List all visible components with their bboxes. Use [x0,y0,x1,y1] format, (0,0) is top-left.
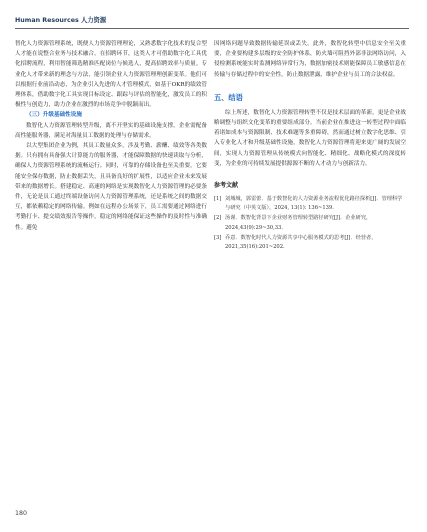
page-number: 180 [15,510,28,517]
right-column [214,39,406,253]
header-divider [15,28,409,29]
references-heading: 参考文献 [214,182,239,190]
reference-text: 乔意．数智化时代人力资源共享中心服务模式的思考[J]．经营者，2021,35(16):201~202. [225,234,377,251]
section-heading: 五、结语 [214,92,243,102]
reference-number: [3] [214,234,222,241]
reference-item [214,234,406,252]
body-paragraph: 以大型集团企业为例，其员工数量众多，涉及考勤、薪酬、绩效等各类数据。只有拥有具备强大计算能力的服务器，才能保障数据的快速读取与分析，确保人力资源管理系统的流畅运行。同时，可靠的存储设备也至关重要，它要能安全保存数据，防止数据丢失，且具备良好的扩展性，以适应企业未来发展带来的数据增长。搭建稳定、高速的网络是实现数智化人力资源管理的必要条件，无论是员工通过终端设备访问人力资源管理系统，还是系统之间的数据交互，都依赖稳定的网络传输。例如在远程办公场景下，员工需要通过网络进行考勤打卡、提交绩效报告等操作，稳定的网络能保证这些操作的及时性与准确性。避免 [15,143,207,231]
reference-text: 汤谨．数智化背景下企业财务管理转型路径研究[J]．企业研究，2024,43(9):29~30,33. [225,215,372,231]
body-paragraph: 数智化人力资源管理转型升级，离不开坚实的基础设施支撑，企业需配备高性能服务器，满足对海量员工数据的处理与存储需求。 [15,122,207,139]
reference-text: 刘城城，郭雷蕾．基于数智化的人力资源业务流程优化路径探析[J]．管理科学与研究（中英文版），2024, 13(1): 136~139. [225,196,403,212]
reference-item [214,195,406,213]
journal-header: Human Resources 人力资源 [15,17,107,24]
reference-item [214,214,406,232]
body-paragraph: 综上所述，数智化人力资源管理转型不仅是技术层面的革新，更是企业战略调整与组织文化变革的重要组成部分。当前企业在推进这一转型过程中面临着诸如成本与资源限制、技术难题等多重障碍，然而通过树立数字化思维、引入专业化人才和升级基础性设施，数智化人力资源管理将迎来更广阔的发展空间，实现人力资源管理从传统模式向智能化、精细化、战略化模式的深度转变，为企业的可持续发展提供源源不断的人才动力与创新活力。 [214,109,406,167]
left-column [15,39,207,233]
body-paragraph: 因网络问题导致数据传输延误或丢失。此外，数智化转型中信息安全至关重要，企业要构建多层级的安全防护体系，防火墙可阻挡外部非法网络访问，入侵检测系统能实时监测网络异常行为，数据加密技术则能保障员工敏感信息在传输与存储过程中的安全性，防止数据泄露，维护企业与员工的合法权益。 [214,41,406,78]
reference-number: [2] [214,215,222,222]
body-paragraph: 智化人力资源管理系统，既便人力资源管理理论，又熟悉数字化技术的复合型人才能在说整合业务与技术融合。在招聘环节，这类人才可借助数字化工具优化招聘流程，利用智能筛选精准匹配岗位与候选人，提高招聘效率与质量。专业化人才带来新的理念与方法，能引领企业人力资源管理理创新变革。他们可以根据行业前沿动态，为企业引入先进的人才管理模式，如基于OKR的绩效管理体系，借助数字化工具实现目标设定、跟踪与评估的智能化，激发员工的积极性与创造力，助力企业在激烈的市场竞争中脱颖而出。 [15,41,207,109]
subsection-heading: （三）升级基础性设施 [26,112,82,119]
reference-number: [1] [214,196,222,203]
